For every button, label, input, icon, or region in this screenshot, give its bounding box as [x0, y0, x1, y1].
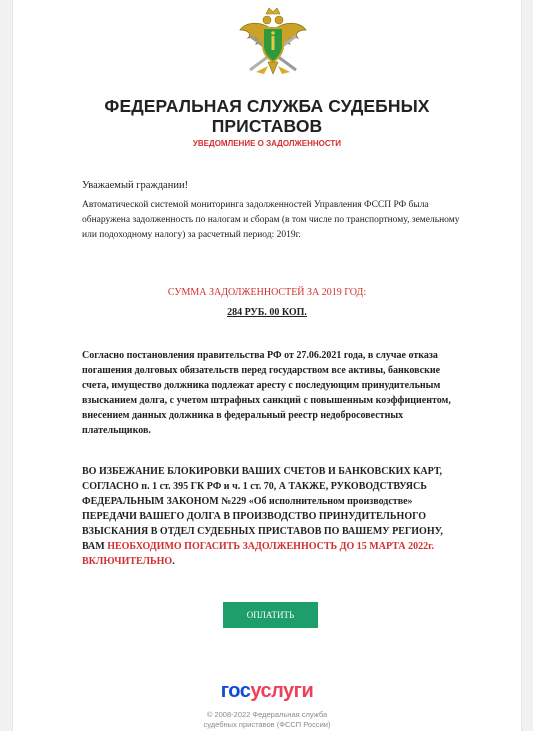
fssp-emblem-icon: [238, 6, 308, 78]
debt-sum-value: 284 РУБ. 00 КОП.: [227, 307, 307, 318]
debt-sum-label: СУММА ЗАДОЛЖЕННОСТЕЙ ЗА 2019 ГОД:: [167, 287, 367, 298]
intro-paragraph: Автоматической системой мониторинга задолженностей Управления ФССП РФ была обнаружена задолженность по налогам и сборам (в том числе по транспортному, земельному или подоходному налогу) за расчетный период: 2019г.: [82, 200, 460, 240]
deadline-text: НЕОБХОДИМО ПОГАСИТЬ ЗАДОЛЖЕННОСТЬ ДО 15 МАРТА 2022г. ВКЛЮЧИТЕЛЬНО: [82, 541, 434, 567]
demand-end: .: [172, 556, 175, 567]
page-subtitle: УВЕДОМЛЕНИЕ О ЗАДОЛЖЕННОСТИ: [192, 139, 342, 148]
pay-button[interactable]: ОПЛАТИТЬ: [223, 602, 318, 628]
page-title: [13, 96, 521, 136]
email-page: [12, 0, 522, 731]
footer-copyright: [13, 710, 521, 730]
title-line-1: ФЕДЕРАЛЬНАЯ СЛУЖБА СУДЕБНЫХ: [104, 96, 430, 116]
title-line-2: ПРИСТАВОВ: [211, 116, 323, 136]
logo-part-gos: гос: [220, 680, 251, 702]
demand-paragraph: [82, 464, 460, 569]
demand-text: ВО ИЗБЕЖАНИЕ БЛОКИРОВКИ ВАШИХ СЧЕТОВ И БАНКОВСКИХ КАРТ, СОГЛАСНО п. 1 ст. 395 ГК РФ и ч. 1 ст. 70, А ТАКЖЕ, РУКОВОДСТВУЯСЬ ФЕДЕРАЛЬНЫМ ЗАКОНОМ №229 «Об исполнительном производстве» ПЕРЕДАЧИ ВАШЕГО ДОЛГА В ПРОИЗВОДСТВО ПРИНУДИТЕЛЬНОГО ВЗЫСКАНИЯ В ОТДЕЛ СУДЕБНЫХ ПРИСТАВОВ ПО ВАШЕМУ РЕГИОНУ, ВАМ: [82, 466, 443, 552]
greeting: Уважаемый граждании!: [82, 180, 189, 191]
footer-line-2: судебных приставов (ФССП России): [203, 720, 331, 729]
logo-part-uslugi: услуги: [250, 680, 314, 702]
gosuslugi-logo[interactable]: [13, 680, 521, 703]
footer-line-1: © 2008-2022 Федеральная служба: [206, 710, 328, 719]
warning-paragraph: Согласно постановления правительства РФ от 27.06.2021 года, в случае отказа погашения долговых обязательств перед государством все активы, банковские счета, имущество должника подлежат аресту с последующим принудительным взысканием долга, с учетом штрафных санкций с повышенным коэффициентом, внесением данных должника в федеральный реестр недобросовестных плательщиков.: [82, 350, 451, 436]
